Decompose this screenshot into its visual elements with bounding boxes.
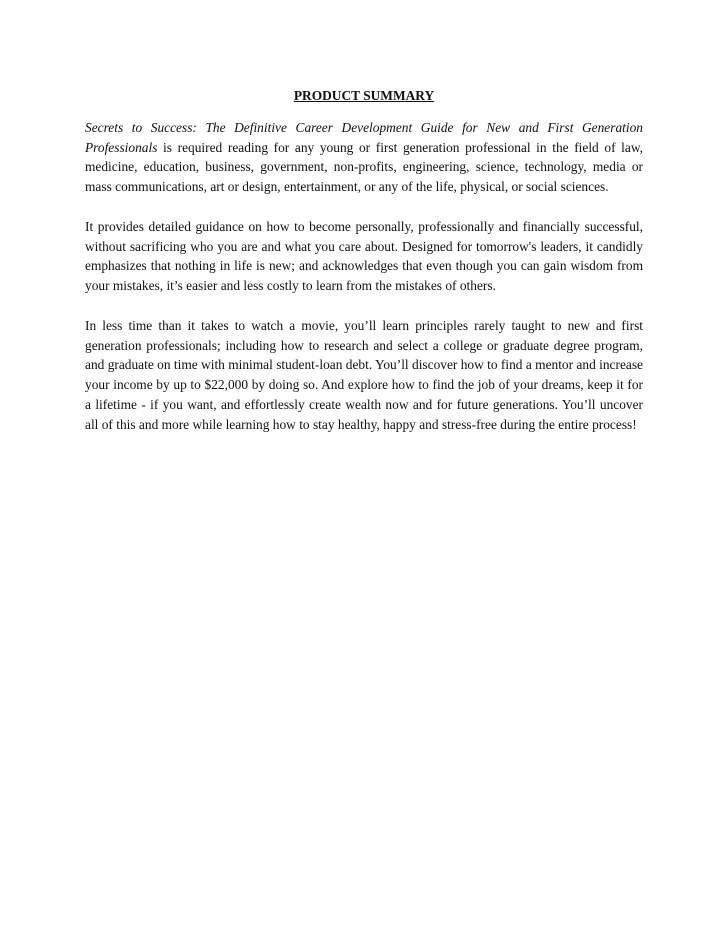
document-title: PRODUCT SUMMARY xyxy=(293,88,435,103)
paragraph-principles: In less time than it takes to watch a movie, you’ll learn principles rarely taught to new and first generation professionals; including how to research and select a college or graduate degree program, and graduate on time with minimal student-loan debt. You’ll discover how to find a mentor and increase your income by up to $22,000 by doing so. And explore how to find the job of your dreams, keep it for a lifetime - if you want, and effortlessly create wealth now and for future generations. You’ll uncover all of this and more while learning how to stay healthy, happy and stress-free during the entire process! xyxy=(85,317,643,432)
paragraph-guidance: It provides detailed guidance on how to become personally, professionally and financially successful, without sacrificing who you are and what you care about. Designed for tomorrow's leaders, it candidly emphasizes that nothing in life is new; and acknowledges that even though you can gain wisdom from your mistakes, it’s easier and less costly to learn from the mistakes of others. xyxy=(85,218,643,294)
paragraph-book-intro xyxy=(85,118,643,197)
paragraph-book-intro-text: is required reading for any young or first generation professional in the field of law, medicine, education, business, government, non-profits, engineering, science, technology, media or mass communications, art or design, entertainment, or any of the life, physical, or social sciences. xyxy=(85,139,643,195)
document-body xyxy=(85,86,643,454)
book-title: Secrets to Success: The Definitive Career Development Guide for New and First Generation Professionals xyxy=(85,119,643,155)
